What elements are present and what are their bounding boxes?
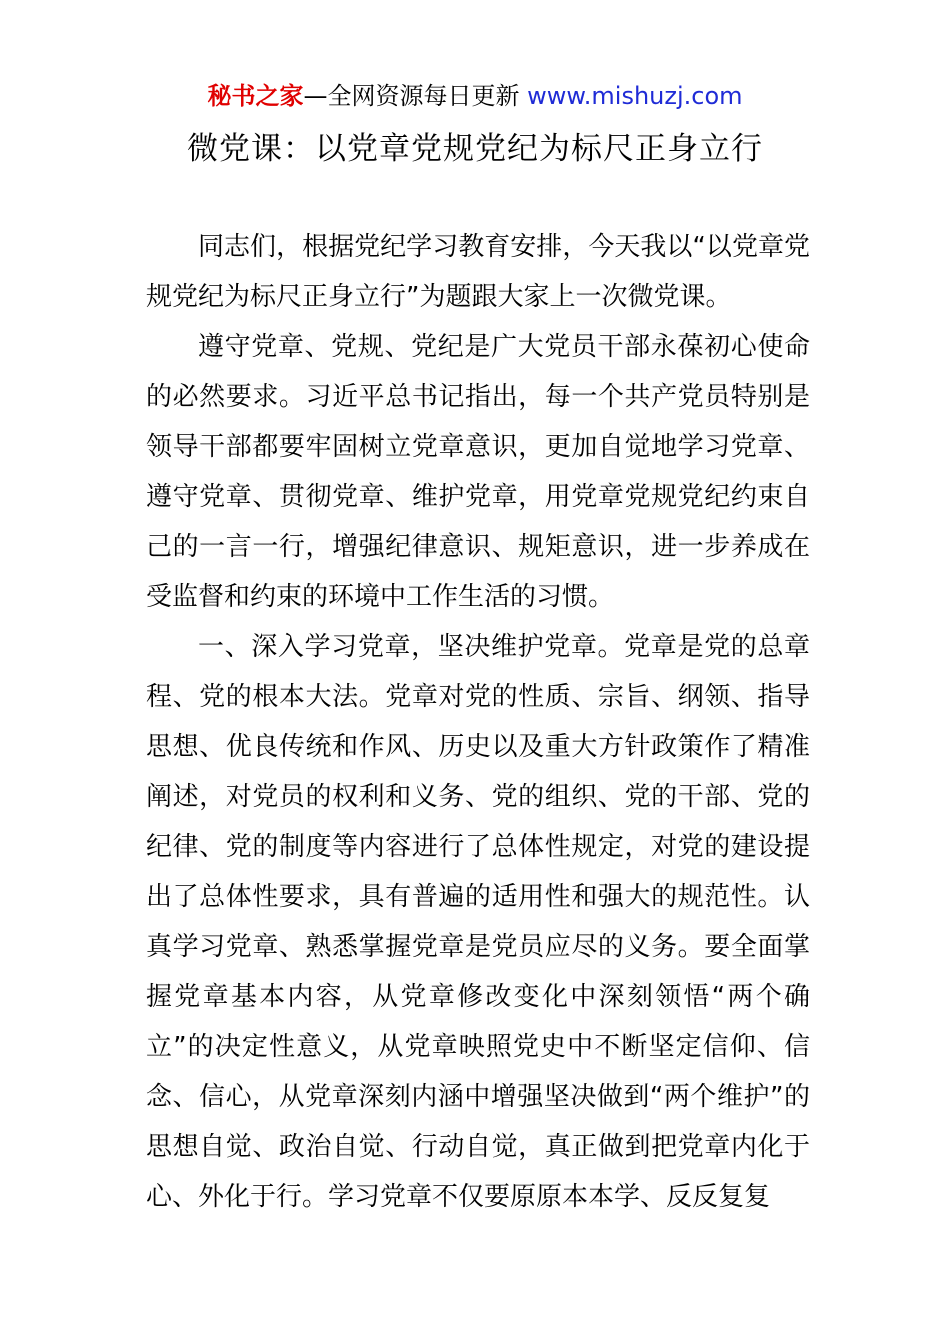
paragraph-intro: 同志们，根据党纪学习教育安排，今天我以“以党章党规党纪为标尺正身立行”为题跟大家上一次微党课。 [146, 232, 810, 312]
paragraph-section-one: 一、深入学习党章，坚决维护党章。党章是党的总章程、党的根本大法。党章对党的性质、宗旨、纲领、指导思想、优良传统和作风、历史以及重大方针政策作了精准阐述，对党员的权利和义务、党的组织、党的干部、党的纪律、党的制度等内容进行了总体性规定，对党的建设提出了总体性要求，具有普遍的适用性和强大的规范性。认真学习党章、熟悉掌握党章是党员应尽的义务。要全面掌握党章基本内容，从党章修改变化中深刻领悟“两个确立”的决定性意义，从党章映照党史中不断坚定信仰、信念、信心，从党章深刻内涵中增强坚决做到“两个维护”的思想自觉、政治自觉、行动自觉，真正做到把党章内化于心、外化于行。学习党章不仅要原原本本学、反反复复 [146, 632, 810, 1212]
document-body [146, 222, 810, 1222]
site-tagline: —全网资源每日更新 [303, 82, 528, 110]
site-header [0, 78, 950, 114]
site-brand: 秘书之家 [207, 82, 304, 110]
document-title: 微党课：以党章党规党纪为标尺正身立行 [187, 131, 763, 167]
site-url-link[interactable]: www.mishuzj.com [527, 82, 743, 110]
paragraph-significance: 遵守党章、党规、党纪是广大党员干部永葆初心使命的必然要求。习近平总书记指出，每一个共产党员特别是领导干部都要牢固树立党章意识，更加自觉地学习党章、遵守党章、贯彻党章、维护党章，用党章党规党纪约束自己的一言一行，增强纪律意识、规矩意识，进一步养成在受监督和约束的环境中工作生活的习惯。 [146, 332, 810, 612]
